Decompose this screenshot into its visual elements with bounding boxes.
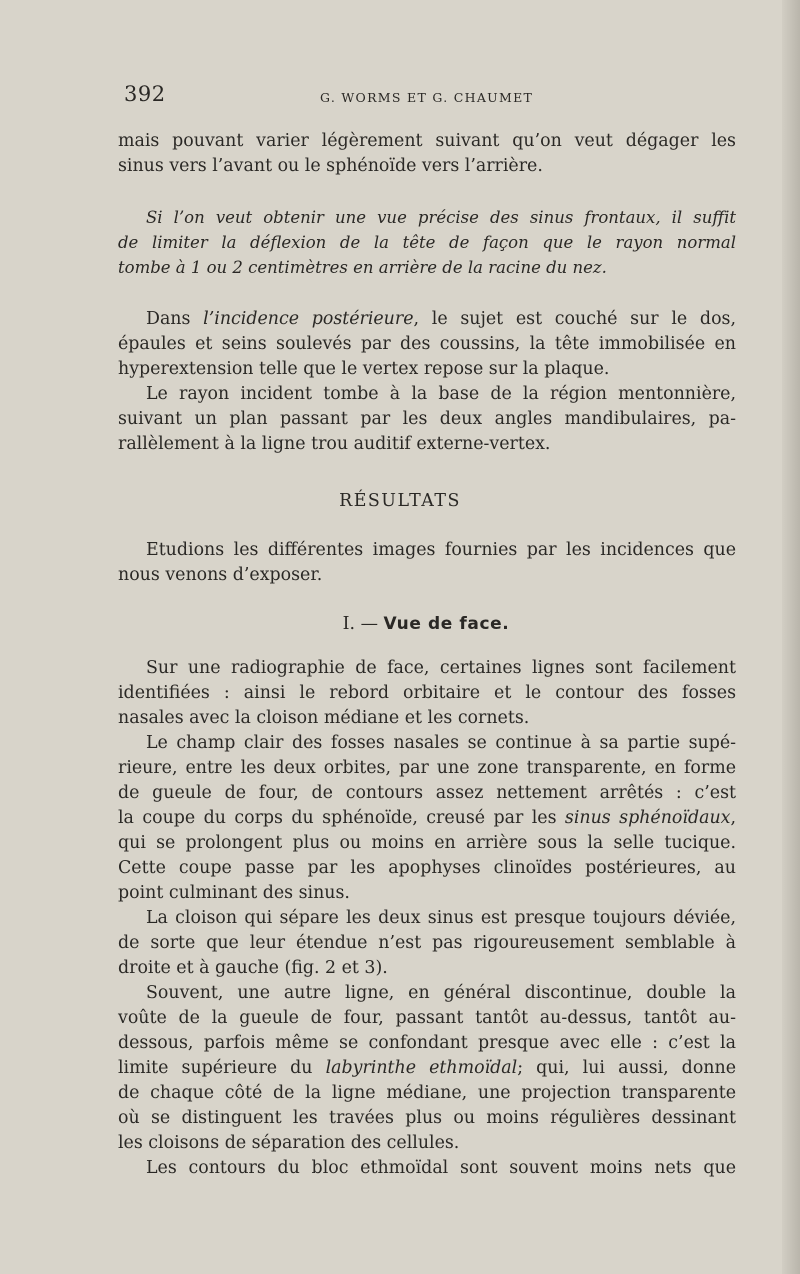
text-line: Le rayon incident tombe à la base de la région mentonnière, bbox=[146, 384, 736, 404]
running-head: G. WORMS ET G. CHAUMET bbox=[320, 90, 534, 105]
text-line: qui se prolongent plus ou moins en arrière sous la selle tucique. bbox=[118, 833, 736, 853]
page-edge-shadow bbox=[782, 0, 800, 1274]
sub-heading-title: Vue de face. bbox=[383, 614, 510, 634]
text-line: épaules et seins soulevés par des coussins, la tête immobilisée en bbox=[118, 334, 736, 354]
text-line: identifiées : ainsi le rebord orbitaire et le contour des fosses bbox=[118, 683, 736, 703]
text-line: hyperextension telle que le vertex repose sur la plaque. bbox=[118, 359, 610, 379]
text-line: Cette coupe passe par les apophyses clinoïdes postérieures, au bbox=[118, 858, 736, 878]
paragraph-frontal-lines bbox=[118, 656, 736, 731]
paragraph-sphenoid bbox=[118, 731, 736, 906]
text-line: de limiter la déflexion de la tête de façon que le rayon normal bbox=[118, 233, 736, 252]
text-line: Le champ clair des fosses nasales se continue à sa partie supé- bbox=[146, 733, 736, 753]
emphasis-term: labyrinthe ethmoïdal bbox=[325, 1058, 518, 1078]
emphasis-term: l’incidence postérieure bbox=[203, 309, 414, 329]
paragraph-septum bbox=[118, 906, 736, 981]
paragraph-continuation bbox=[118, 129, 736, 179]
text-line: nous venons d’exposer. bbox=[118, 565, 323, 585]
text-line: la coupe du corps du sphénoïde, creusé par les sinus sphénoïdaux, bbox=[118, 808, 736, 828]
sub-heading-number: I. — bbox=[342, 614, 384, 634]
text-line: point culminant des sinus. bbox=[118, 883, 350, 903]
text-line: sinus vers l’avant ou le sphénoïde vers l’arrière. bbox=[118, 156, 543, 176]
paragraph-ethmoid bbox=[118, 981, 736, 1156]
text-line: voûte de la gueule de four, passant tantôt au-dessus, tantôt au- bbox=[118, 1008, 736, 1028]
text-line: rieure, entre les deux orbites, par une zone transparente, en forme bbox=[118, 758, 736, 778]
text-line: Sur une radiographie de face, certaines lignes sont facilement bbox=[146, 658, 736, 678]
text-line: de gueule de four, de contours assez nettement arrêtés : c’est bbox=[118, 783, 736, 803]
page-header bbox=[124, 82, 740, 112]
paragraph-incident-ray bbox=[118, 382, 736, 457]
section-heading: RÉSULTATS bbox=[339, 491, 461, 511]
text-line: tombe à 1 ou 2 centimètres en arrière de la racine du nez. bbox=[118, 258, 607, 277]
emphasis-term: sinus sphénoïdaux bbox=[564, 808, 731, 828]
text-line: Etudions les différentes images fournies par les incidences que bbox=[146, 540, 736, 560]
text-line: Dans l’incidence postérieure, le sujet est couché sur le dos, bbox=[146, 309, 736, 329]
text-line: rallèlement à la ligne trou auditif externe-vertex. bbox=[118, 434, 551, 454]
text-line: Si l’on veut obtenir une vue précise des sinus frontaux, il suffit bbox=[146, 208, 736, 227]
text-line: nasales avec la cloison médiane et les cornets. bbox=[118, 708, 530, 728]
text-line: de sorte que leur étendue n’est pas rigoureusement semblable à bbox=[118, 933, 736, 953]
paragraph-posterior-incidence bbox=[118, 307, 736, 382]
paragraph-intro-results bbox=[118, 538, 736, 588]
text-line: Les contours du bloc ethmoïdal sont souvent moins nets que bbox=[146, 1158, 736, 1178]
text-line: dessous, parfois même se confondant presque avec elle : c’est la bbox=[118, 1033, 736, 1053]
text-line: suivant un plan passant par les deux angles mandibulaires, pa- bbox=[118, 409, 736, 429]
italic-note bbox=[118, 205, 736, 280]
text-line: La cloison qui sépare les deux sinus est presque toujours déviée, bbox=[146, 908, 736, 928]
sub-heading bbox=[0, 614, 800, 634]
text-line: Souvent, une autre ligne, en général discontinue, double la bbox=[146, 983, 736, 1003]
text-line: où se distinguent les travées plus ou moins régulières dessinant bbox=[118, 1108, 736, 1128]
text-line: de chaque côté de la ligne médiane, une projection transparente bbox=[118, 1083, 736, 1103]
text-line: les cloisons de séparation des cellules. bbox=[118, 1133, 460, 1153]
text-line: limite supérieure du labyrinthe ethmoïdal; qui, lui aussi, donne bbox=[118, 1058, 736, 1078]
text-line: droite et à gauche (fig. 2 et 3). bbox=[118, 958, 388, 978]
text-line: mais pouvant varier légèrement suivant qu’on veut dégager les bbox=[118, 131, 736, 151]
page-number: 392 bbox=[124, 82, 166, 106]
paragraph-ethmoid-contours bbox=[118, 1156, 736, 1181]
